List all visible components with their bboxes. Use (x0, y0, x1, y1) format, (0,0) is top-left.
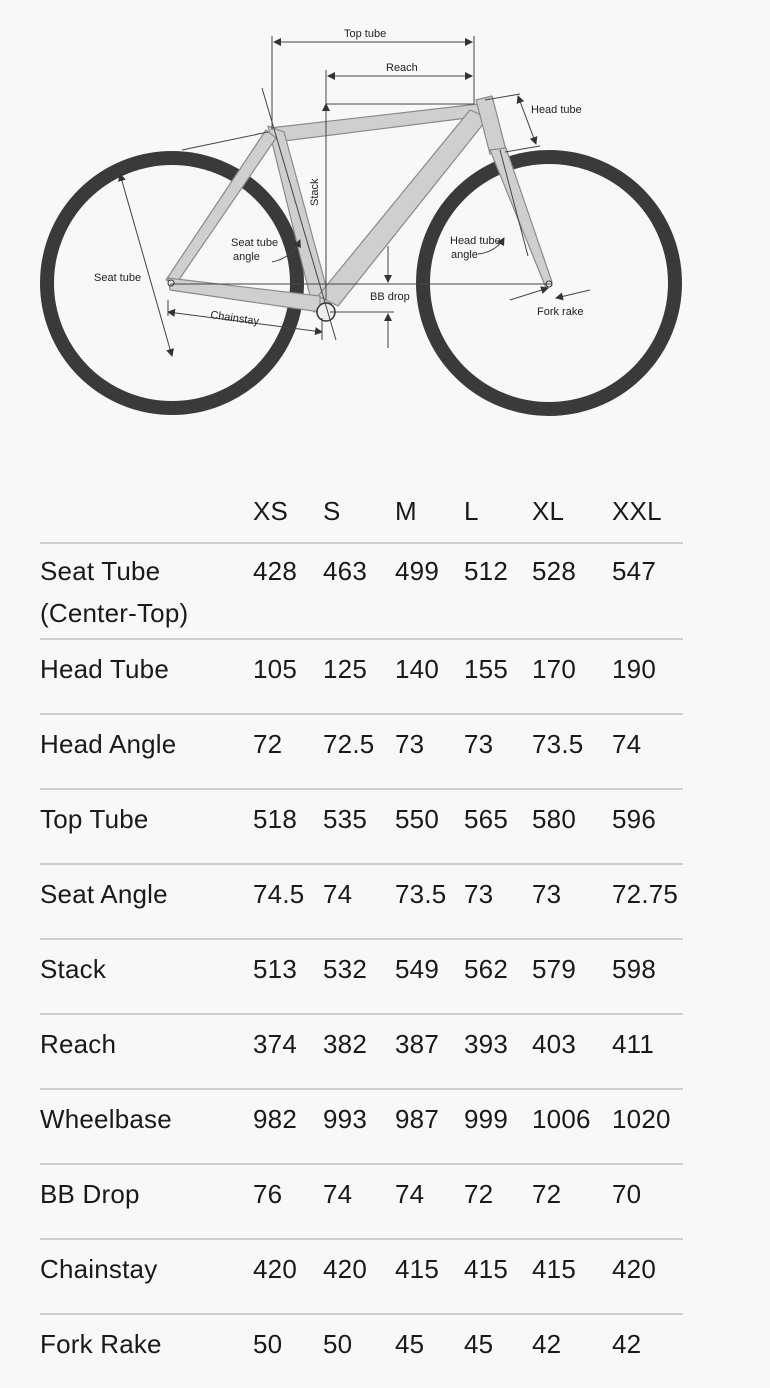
row-label-text: Chainstay (40, 1254, 158, 1284)
label-head-tube-angle-1: Head tube (450, 235, 501, 247)
table-cell: 428 (253, 556, 297, 586)
row-label-text: Head Tube (40, 654, 170, 684)
table-cell: 72 (532, 1179, 562, 1209)
table-cell: 1006 (532, 1104, 591, 1134)
table-row (40, 639, 683, 714)
table-row (40, 1089, 683, 1164)
table-row (40, 714, 683, 789)
table-cell: 72 (464, 1179, 494, 1209)
row-label (40, 714, 253, 789)
row-label-subtext: (Center-Top) (40, 598, 189, 628)
table-cell: 513 (253, 954, 297, 984)
table-cell: 528 (532, 556, 576, 586)
table-cell: 415 (532, 1254, 576, 1284)
bike-geometry-diagram (0, 0, 770, 440)
table-row (40, 864, 683, 939)
table-row (40, 1239, 683, 1314)
row-label (40, 1314, 253, 1388)
table-cell: 382 (323, 1029, 367, 1059)
table-header-row (40, 478, 683, 543)
table-cell: 387 (395, 1029, 439, 1059)
row-label (40, 1164, 253, 1239)
table-cell: 579 (532, 954, 576, 984)
row-label-text: BB Drop (40, 1179, 140, 1209)
table-cell: 550 (395, 804, 439, 834)
table-cell: 532 (323, 954, 367, 984)
row-label-text: Top Tube (40, 804, 149, 834)
header-size-xxl: XXL (612, 478, 683, 543)
table-cell: 74 (323, 1179, 353, 1209)
row-label-text: Fork Rake (40, 1329, 162, 1359)
table-cell: 420 (612, 1254, 656, 1284)
table-cell: 415 (464, 1254, 508, 1284)
table-row (40, 1314, 683, 1388)
row-label (40, 864, 253, 939)
table-cell: 535 (323, 804, 367, 834)
table-cell: 73.5 (395, 879, 447, 909)
table-cell: 74 (395, 1179, 425, 1209)
table-cell: 45 (464, 1329, 494, 1359)
row-label-text: Reach (40, 1029, 117, 1059)
row-label (40, 1239, 253, 1314)
table-cell: 125 (323, 654, 367, 684)
table-cell: 76 (253, 1179, 283, 1209)
label-head-tube: Head tube (531, 104, 582, 116)
row-label-text: Wheelbase (40, 1104, 172, 1134)
table-cell: 547 (612, 556, 656, 586)
label-head-tube-angle-2: angle (451, 249, 478, 261)
header-size-xl: XL (532, 478, 612, 543)
table-cell: 74.5 (253, 879, 305, 909)
table-cell: 155 (464, 654, 508, 684)
label-seat-tube: Seat tube (94, 272, 142, 284)
row-label (40, 1014, 253, 1089)
label-reach: Reach (386, 62, 418, 74)
geometry-table (40, 478, 683, 1388)
table-cell: 420 (253, 1254, 297, 1284)
table-cell: 374 (253, 1029, 297, 1059)
header-size-xs: XS (253, 478, 323, 543)
table-cell: 403 (532, 1029, 576, 1059)
table-cell: 512 (464, 556, 508, 586)
table-cell: 999 (464, 1104, 508, 1134)
header-empty (40, 478, 253, 543)
table-cell: 72.75 (612, 879, 679, 909)
table-cell: 50 (323, 1329, 353, 1359)
table-row (40, 1014, 683, 1089)
table-cell: 170 (532, 654, 576, 684)
rear-axle (168, 280, 174, 286)
label-chainstay: Chainstay (209, 309, 260, 328)
table-row (40, 939, 683, 1014)
row-label-text: Stack (40, 954, 107, 984)
table-cell: 463 (323, 556, 367, 586)
table-row (40, 789, 683, 864)
label-stack: Stack (309, 178, 321, 206)
table-cell: 565 (464, 804, 508, 834)
table-cell: 982 (253, 1104, 297, 1134)
table-cell: 73.5 (532, 729, 584, 759)
row-label-text: Seat Angle (40, 879, 168, 909)
table-cell: 70 (612, 1179, 642, 1209)
table-cell: 73 (532, 879, 562, 909)
label-top-tube: Top tube (344, 28, 387, 40)
table-cell: 411 (612, 1029, 655, 1059)
header-size-m: M (395, 478, 464, 543)
row-label (40, 939, 253, 1014)
label-seat-tube-angle-1: Seat tube (231, 237, 279, 249)
row-label (40, 789, 253, 864)
table-cell: 993 (323, 1104, 367, 1134)
table-cell: 596 (612, 804, 656, 834)
table-cell: 140 (395, 654, 439, 684)
header-size-s: S (323, 478, 395, 543)
label-seat-tube-angle-2: angle (233, 251, 260, 263)
label-fork-rake: Fork rake (537, 306, 584, 318)
table-cell: 987 (395, 1104, 439, 1134)
row-label (40, 543, 253, 639)
header-size-l: L (464, 478, 532, 543)
table-cell: 42 (532, 1329, 562, 1359)
table-cell: 1020 (612, 1104, 671, 1134)
table-row (40, 543, 683, 639)
table-cell: 580 (532, 804, 576, 834)
table-cell: 499 (395, 556, 439, 586)
table-cell: 72 (253, 729, 283, 759)
table-cell: 42 (612, 1329, 642, 1359)
table-cell: 190 (612, 654, 656, 684)
table-cell: 72.5 (323, 729, 375, 759)
table-cell: 598 (612, 954, 656, 984)
table-cell: 73 (464, 879, 494, 909)
table-cell: 73 (395, 729, 425, 759)
row-label (40, 1089, 253, 1164)
row-label (40, 639, 253, 714)
table-cell: 549 (395, 954, 439, 984)
table-cell: 518 (253, 804, 297, 834)
table-row (40, 1164, 683, 1239)
table-cell: 50 (253, 1329, 283, 1359)
table-cell: 562 (464, 954, 508, 984)
table-cell: 393 (464, 1029, 508, 1059)
row-label-text: Seat Tube (40, 556, 161, 586)
table-cell: 415 (395, 1254, 439, 1284)
bike-frame (166, 96, 552, 312)
table-cell: 420 (323, 1254, 367, 1284)
label-bb-drop: BB drop (370, 291, 410, 303)
table-cell: 105 (253, 654, 297, 684)
row-label-text: Head Angle (40, 729, 177, 759)
table-cell: 45 (395, 1329, 425, 1359)
table-cell: 74 (323, 879, 353, 909)
table-cell: 73 (464, 729, 494, 759)
table-cell: 74 (612, 729, 642, 759)
